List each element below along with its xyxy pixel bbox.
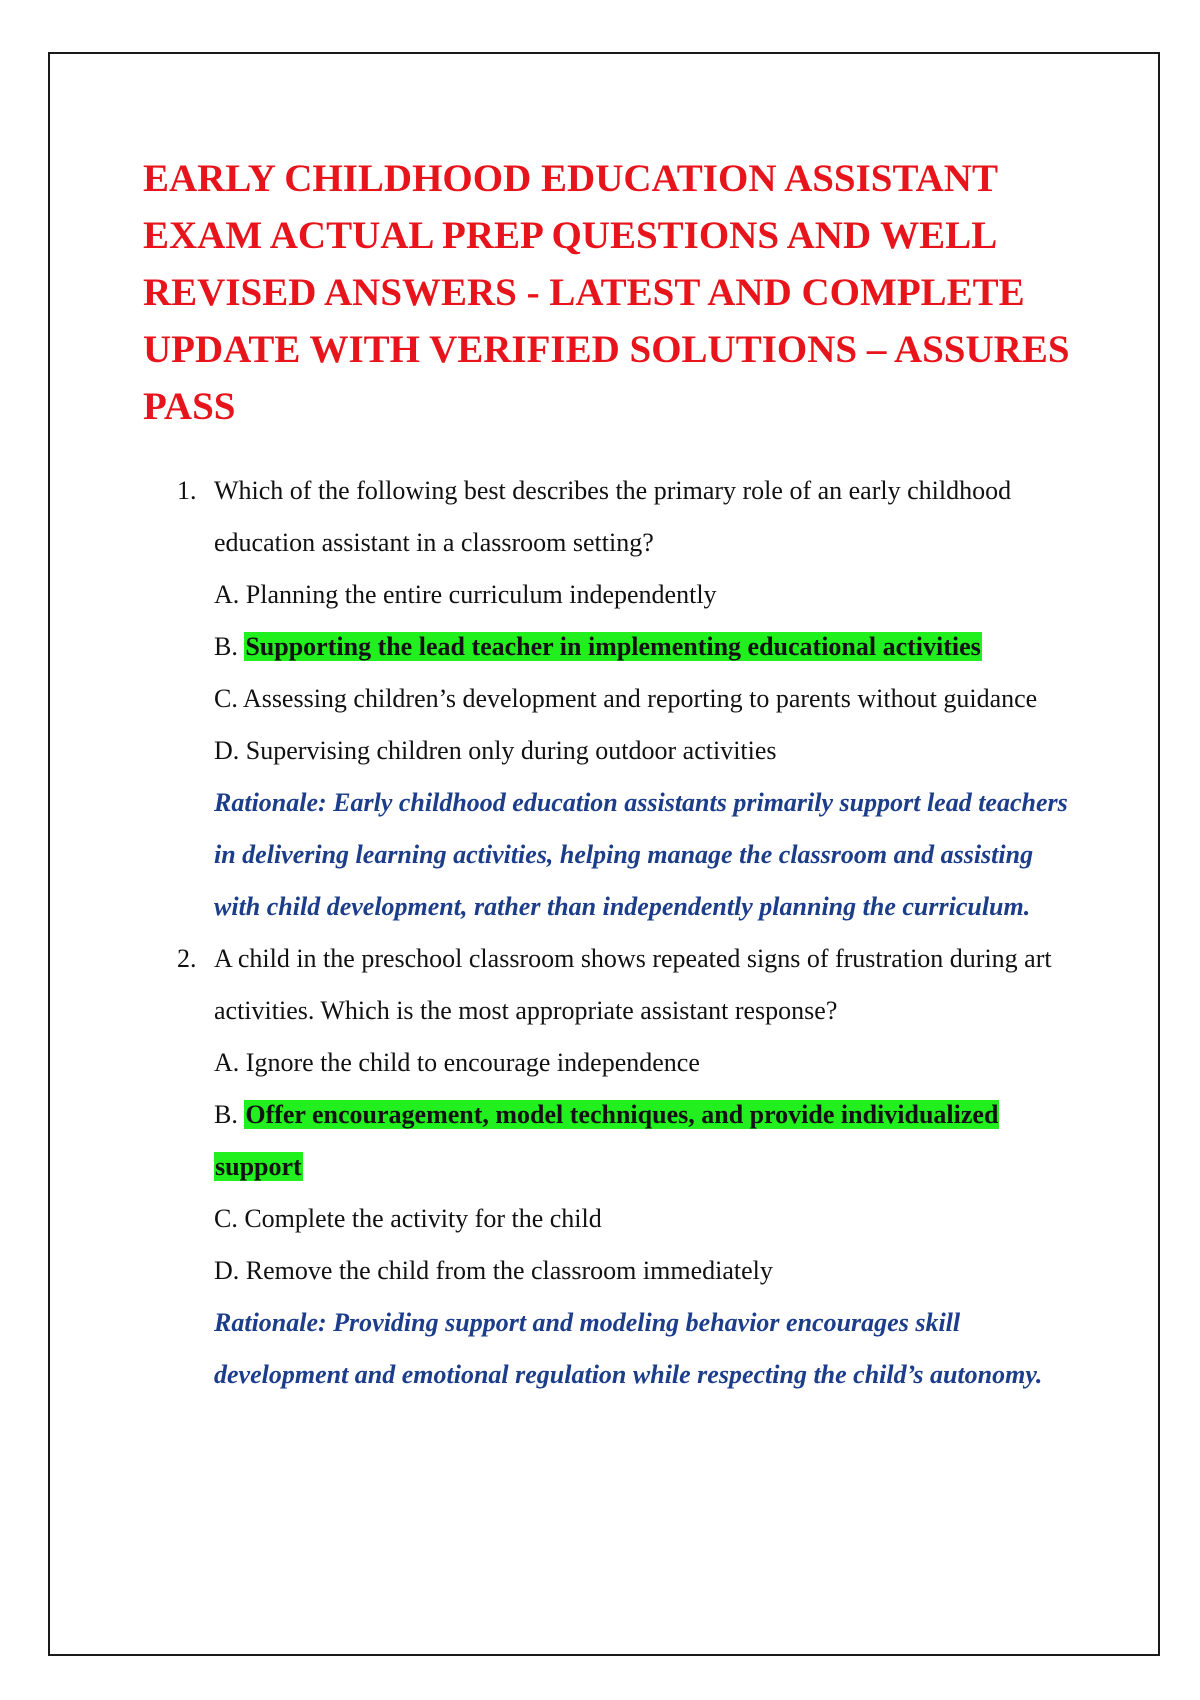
option-text: Assessing children’s development and reporting to parents without guidance [242,684,1038,713]
option-text: Remove the child from the classroom immediately [245,1256,773,1285]
option-b-correct [214,621,1070,673]
option-text: Supervising children only during outdoor activities [245,736,777,765]
rationale: Rationale: Early childhood education assistants primarily support lead teachers in delivering learning activities, helping manage the classroom and assisting with child development, rather than independently planning the curriculum. [214,788,1068,921]
option-text: Complete the activity for the child [244,1204,602,1233]
option-c [214,1193,1070,1245]
option-b-correct [214,1089,1070,1193]
document-title: EARLY CHILDHOOD EDUCATION ASSISTANT EXAM ACTUAL PREP QUESTIONS AND WELL REVISED ANSWERS - LATEST AND COMPLETE UPDATE WITH VERIFIED SOLUTIONS – ASSURES PASS [143,157,1070,428]
option-letter: A. [214,580,240,609]
question-list [170,465,1070,1401]
option-letter: B. [214,1100,238,1129]
correct-answer-highlight: Offer encouragement, model techniques, and provide individualized support [215,1100,999,1181]
option-letter: D. [214,1256,240,1285]
option-d [214,725,1070,777]
rationale: Rationale: Providing support and modeling behavior encourages skill development and emotional regulation while respecting the child’s autonomy. [214,1308,1043,1389]
option-letter: B. [214,632,238,661]
option-letter: C. [214,684,238,713]
option-letter: C. [214,1204,238,1233]
option-letter: D. [214,736,240,765]
option-text: Planning the entire curriculum independently [245,580,717,609]
question-text: A child in the preschool classroom shows repeated signs of frustration during art activities. Which is the most appropriate assistant response? [214,944,1052,1025]
question-text: Which of the following best describes the primary role of an early childhood education assistant in a classroom setting? [214,476,1012,557]
option-c [214,673,1070,725]
question-number: 2. [177,944,197,973]
option-text: Ignore the child to encourage independence [245,1048,700,1077]
question-2 [170,933,1070,1401]
question-number: 1. [177,476,197,505]
option-a [214,569,1070,621]
option-letter: A. [214,1048,240,1077]
option-a [214,1037,1070,1089]
correct-answer-highlight: Supporting the lead teacher in implementing educational activities [245,632,981,661]
option-d [214,1245,1070,1297]
question-1 [170,465,1070,933]
